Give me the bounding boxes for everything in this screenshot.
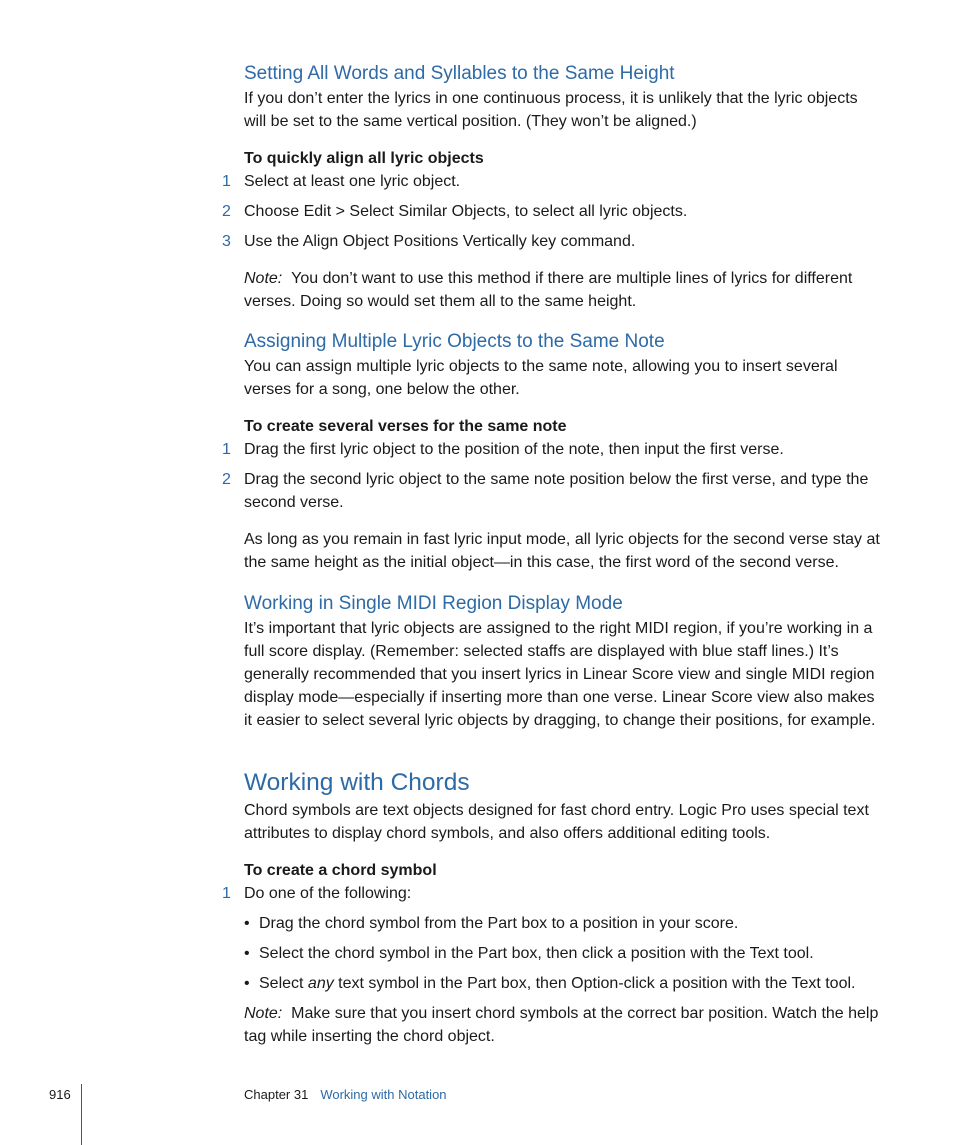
note-text: Make sure that you insert chord symbols at the correct bar position. Watch the help tag while inserting the chord object. [244, 1005, 879, 1045]
footer-divider [81, 1084, 82, 1145]
step-text: Drag the first lyric object to the position of the note, then input the first verse. [244, 441, 784, 458]
step-number: 2 [222, 203, 231, 220]
step-text: Drag the second lyric object to the same note position below the first verse, and type the second verse. [244, 471, 869, 511]
bullet-text: Drag the chord symbol from the Part box to a position in your score. [259, 915, 739, 932]
step-text: Use the Align Object Positions Vertically key command. [244, 233, 636, 250]
step-number: 3 [222, 233, 231, 250]
step-item [216, 882, 884, 905]
bullet-text-post: text symbol in the Part box, then Option-click a position with the Text tool. [338, 975, 856, 992]
bullet-item [244, 912, 884, 935]
bullet-text-pre: Select [259, 975, 304, 992]
procedure-title: To quickly align all lyric objects [244, 150, 484, 167]
step-item [216, 438, 884, 461]
step-item [216, 170, 884, 193]
bullet-text [259, 972, 884, 995]
note-paragraph [244, 1002, 884, 1048]
step-number: 1 [222, 885, 231, 902]
step-item [216, 468, 884, 514]
chapter-title-link[interactable]: Working with Notation [320, 1087, 447, 1102]
chapter-label: Chapter 31 [244, 1087, 309, 1102]
bullet-marker: • [244, 975, 250, 992]
step-number: 1 [222, 441, 231, 458]
bullet-text: Select the chord symbol in the Part box, then click a position with the Text tool. [259, 945, 814, 962]
step-text: Select at least one lyric object. [244, 173, 461, 190]
note-label: Note: [244, 270, 283, 287]
section-intro: Chord symbols are text objects designed for fast chord entry. Logic Pro uses special text attributes to display chord symbols, and also offers additional editing tools. [244, 802, 869, 842]
section-heading-same-height: Setting All Words and Syllables to the Same Height [244, 63, 675, 84]
body-paragraph: It’s important that lyric objects are assigned to the right MIDI region, if you’re working in a full score display. (Remember: selected staffs are displayed with blue staff lines.) It’s generally recommended that you insert lyrics in Linear Score view and single MIDI region display mode—especially if inserting more than one verse. Linear Score view also makes it easier to select several lyric objects by dragging, to change their positions, for example. [244, 620, 876, 729]
step-text: Do one of the following: [244, 885, 412, 902]
step-number: 2 [222, 471, 231, 488]
chapter-section-heading-chords: Working with Chords [244, 769, 470, 796]
body-paragraph: As long as you remain in fast lyric input mode, all lyric objects for the second verse stay at the same height as the initial object—in this case, the first word of the second verse. [244, 531, 880, 571]
bullet-marker: • [244, 915, 250, 932]
section-intro: If you don’t enter the lyrics in one continuous process, it is unlikely that the lyric objects will be set to the same vertical position. (They won’t be aligned.) [244, 90, 858, 130]
step-number: 1 [222, 173, 231, 190]
section-intro: You can assign multiple lyric objects to the same note, allowing you to insert several verses for a song, one below the other. [244, 358, 838, 398]
footer-chapter [244, 1087, 447, 1103]
page-number: 916 [49, 1087, 71, 1102]
bullet-item [244, 972, 884, 995]
section-heading-single-midi: Working in Single MIDI Region Display Mode [244, 593, 623, 614]
section-heading-multiple-lyrics: Assigning Multiple Lyric Objects to the Same Note [244, 331, 665, 352]
step-item [216, 200, 884, 223]
note-label: Note: [244, 1005, 283, 1022]
note-paragraph [244, 267, 884, 313]
procedure-title: To create several verses for the same note [244, 418, 567, 435]
note-text: You don’t want to use this method if there are multiple lines of lyrics for different verses. Doing so would set them all to the same height. [244, 270, 853, 310]
step-item [216, 230, 884, 253]
step-text: Choose Edit > Select Similar Objects, to select all lyric objects. [244, 203, 688, 220]
bullet-marker: • [244, 945, 250, 962]
procedure-title: To create a chord symbol [244, 862, 437, 879]
bullet-text-emphasis: any [307, 975, 334, 992]
bullet-item [244, 942, 884, 965]
